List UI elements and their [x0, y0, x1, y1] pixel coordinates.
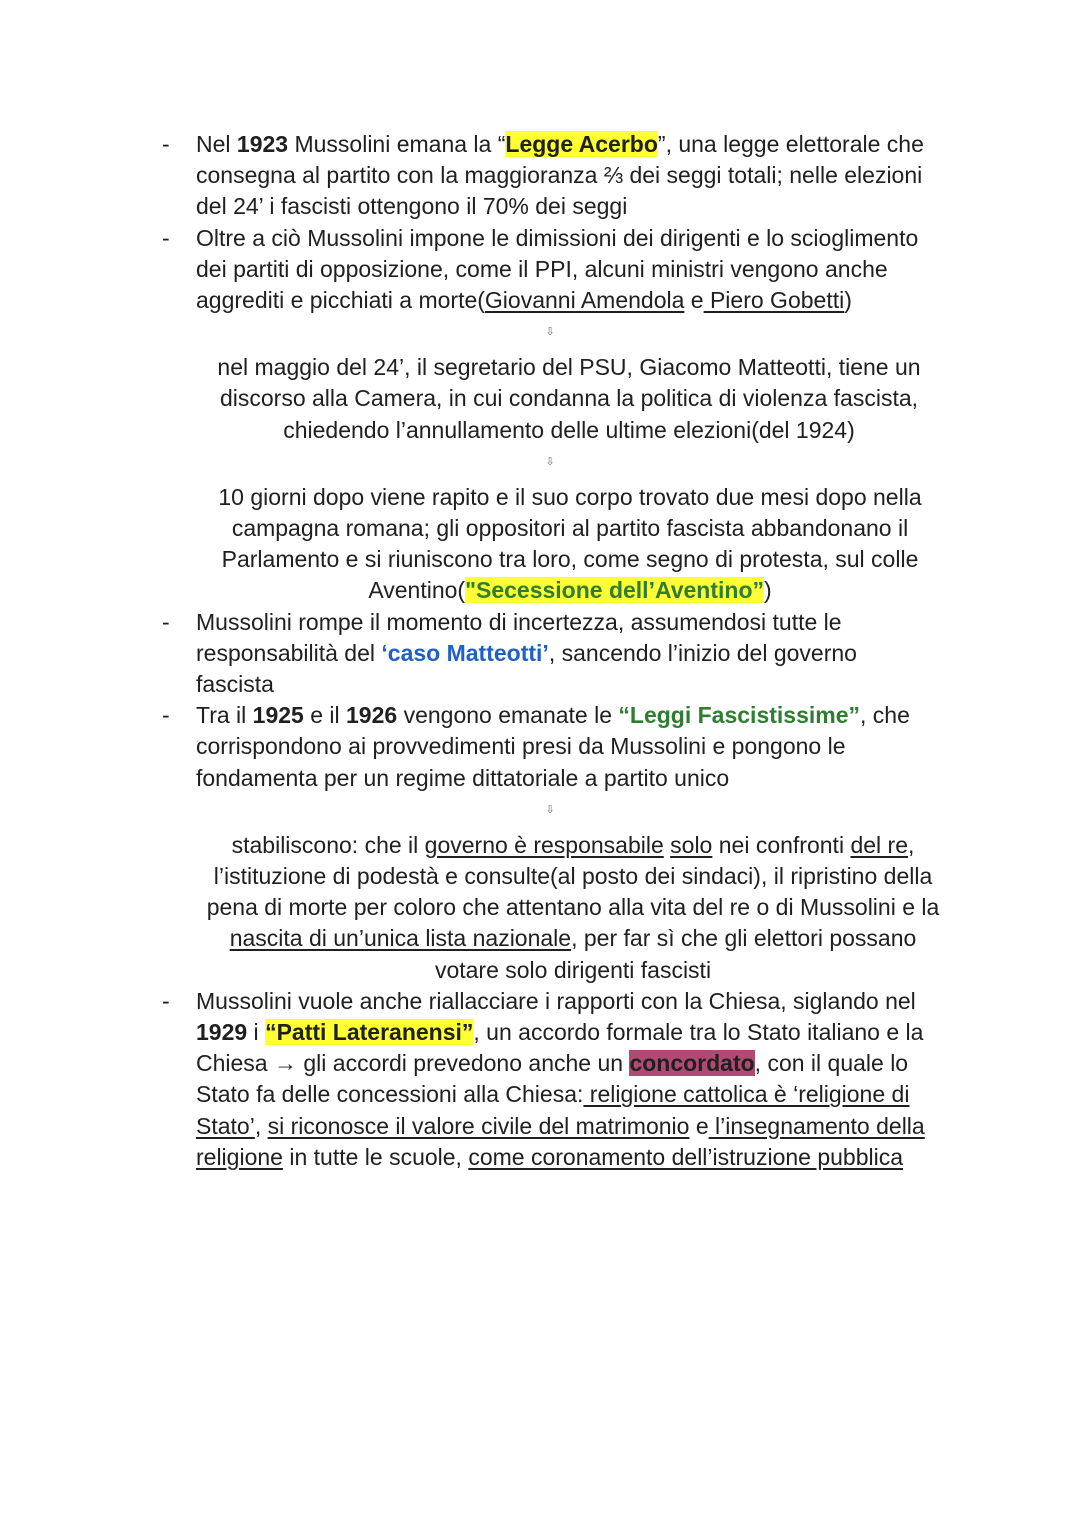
text: in tutte le scuole, [282, 1143, 469, 1170]
text: vengono emanate le [397, 702, 619, 729]
text: e [684, 287, 704, 314]
text: Chiesa → gli accordi prevedono anche un [196, 1050, 630, 1077]
paragraph-aventino [0, 482, 1080, 607]
underlined-matrimonio: si riconosce il valore civile del matrimonio [267, 1112, 690, 1139]
text: Oltre a ciò Mussolini impone le dimissioni dei dirigenti e lo scioglimento [196, 224, 919, 251]
text: Mussolini emana la “ [288, 131, 506, 157]
text: aggrediti e picchiati a morte( [196, 287, 485, 314]
text: fondamenta per un regime dittatoriale a partito unico [196, 764, 730, 791]
bullet-marker: - [162, 608, 170, 635]
text: nel maggio del 24’, il segretario del PSU, Giacomo Matteotti, tiene un [217, 354, 921, 381]
bullet-marker: - [162, 702, 170, 729]
underlined-amendola: Giovanni Amendola [484, 287, 685, 314]
text: corrispondono ai provvedimenti presi da Mussolini e pongono le [196, 733, 846, 760]
year-1929: 1929 [196, 1019, 248, 1046]
bullet-legge-acerbo [0, 129, 1080, 223]
bullet-leggi-fascistissime [0, 700, 1080, 794]
text: i [247, 1019, 266, 1046]
year-1923: 1923 [236, 131, 289, 157]
text: ) [844, 287, 852, 314]
underlined-gobetti: Piero Gobetti [703, 287, 845, 314]
text: stabiliscono: che il [231, 831, 425, 858]
text: Parlamento e si riuniscono tra loro, come segno di protesta, sul colle [221, 546, 919, 573]
highlight-legge-acerbo: Legge Acerbo [505, 131, 658, 157]
text: pena di morte per coloro che attentano alla vita del re o di Mussolini e la [206, 894, 940, 921]
text: nei confronti [712, 831, 851, 858]
text: campagna romana; gli oppositori al partito fascista abbandonano il [231, 515, 909, 542]
text: discorso alla Camera, in cui condanna la politica di violenza fascista, [219, 385, 919, 412]
text: Aventino( [368, 577, 466, 604]
text: votare solo dirigenti fascisti [434, 956, 712, 983]
highlight-patti-lateranensi: “Patti Lateranensi” [265, 1019, 474, 1046]
green-leggi-fascistissime: “Leggi Fascistissime” [618, 702, 860, 729]
underlined-religione-di-stato: religione cattolica è ‘religione di [583, 1081, 910, 1108]
down-arrow-icon: ⇩ [545, 326, 555, 339]
text: Nel [196, 131, 237, 157]
underlined-solo: solo [670, 831, 713, 858]
bullet-marker: - [162, 987, 170, 1014]
text: e [689, 1112, 709, 1139]
underlined-istruzione-pubblica: come coronamento dell’istruzione pubblica [468, 1143, 904, 1170]
text: consegna al partito con la maggioranza ⅔ dei seggi totali; nelle elezioni [196, 162, 923, 189]
text: , sancendo l’inizio del governo [548, 639, 857, 666]
text: Tra il [196, 702, 253, 729]
paragraph-matteotti-speech [0, 352, 1080, 446]
paragraph-stabiliscono [0, 830, 1080, 986]
text: fascista [196, 671, 274, 698]
text: , che [860, 702, 910, 729]
text: ”, una legge elettorale che [657, 131, 924, 157]
highlight-concordato: concordato [629, 1050, 755, 1077]
text: l’istituzione di podestà e consulte(al posto dei sindaci), il ripristino della [213, 863, 933, 890]
text: chiedendo l’annullamento delle ultime elezioni(del 1924) [283, 416, 855, 443]
text: dei partiti di opposizione, come il PPI, alcuni ministri vengono anche [196, 255, 888, 282]
year-1926: 1926 [346, 702, 398, 729]
down-arrow-icon: ⇩ [545, 455, 555, 468]
text: , [908, 831, 915, 858]
text: , [254, 1112, 268, 1139]
underlined-stato: Stato’ [196, 1112, 255, 1139]
text: 10 giorni dopo viene rapito e il suo corpo trovato due mesi dopo nella [218, 483, 922, 510]
underlined-governo: governo è responsabile [424, 831, 664, 858]
text: , con il quale lo [754, 1050, 909, 1077]
document-body [0, 129, 1080, 1173]
bullet-opposition [0, 223, 1080, 317]
text: Stato fa delle concessioni alla Chiesa: [196, 1081, 584, 1108]
blue-caso-matteotti: ‘caso Matteotti’ [381, 639, 549, 666]
text: Mussolini rompe il momento di incertezza, assumendosi tutte le [196, 608, 842, 635]
underlined-insegnamento: l’insegnamento della [708, 1112, 925, 1139]
text: ) [764, 577, 772, 604]
bullet-marker: - [162, 131, 170, 157]
bullet-patti-lateranensi [0, 986, 1080, 1173]
underlined-del-re: del re [850, 831, 908, 858]
text: responsabilità del [196, 639, 382, 666]
text: , un accordo formale tra lo Stato italiano e la [473, 1019, 924, 1046]
text: del 24’ i fascisti ottengono il 70% dei seggi [196, 193, 628, 220]
text: , per far sì che gli elettori possano [571, 925, 917, 952]
highlight-secessione: "Secessione dell’Aventino” [465, 577, 764, 604]
text: Mussolini vuole anche riallacciare i rapporti con la Chiesa, siglando nel [196, 987, 916, 1014]
underlined-lista-nazionale: nascita di un’unica lista nazionale [229, 925, 572, 952]
underlined-religione: religione [196, 1143, 283, 1170]
bullet-caso-matteotti [0, 607, 1080, 701]
text: e il [303, 702, 347, 729]
year-1925: 1925 [252, 702, 304, 729]
down-arrow-icon: ⇩ [545, 803, 555, 816]
bullet-marker: - [162, 224, 170, 251]
